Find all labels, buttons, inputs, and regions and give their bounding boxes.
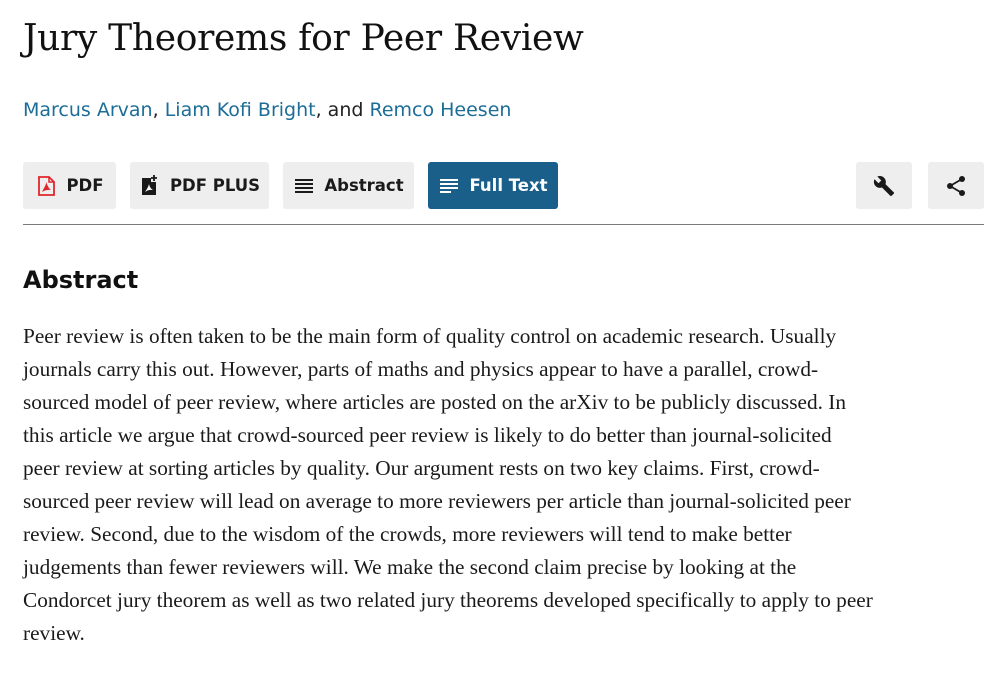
author-link[interactable]: Liam Kofi Bright: [164, 99, 316, 121]
author-separator: ,: [152, 99, 165, 121]
author-link[interactable]: Marcus Arvan: [23, 99, 153, 121]
author-separator: , and: [315, 99, 370, 121]
abstract-line: review.: [23, 621, 85, 645]
tools-button[interactable]: [856, 162, 912, 209]
share-icon: [945, 175, 967, 197]
toolbar-divider: [23, 224, 984, 225]
abstract-line: Condorcet jury theorem as well as two related jury theorems developed specifically to apply to peer: [23, 588, 873, 612]
abstract-line: review. Second, due to the wisdom of the crowds, more reviewers will tend to make better: [23, 522, 792, 546]
pdf-plus-icon: [139, 175, 161, 197]
pdf-icon: [35, 175, 57, 197]
abstract-line: sourced peer review will lead on average to more reviewers per article than journal-solicited peer: [23, 489, 851, 513]
text-lines-icon: [293, 175, 315, 197]
pdf-plus-button-label: PDF PLUS: [169, 176, 261, 195]
abstract-line: sourced model of peer review, where articles are posted on the arXiv to be publicly discussed. In: [23, 390, 846, 414]
abstract-line: peer review at sorting articles by quality. Our argument rests on two key claims. First, crowd-: [23, 456, 820, 480]
share-button[interactable]: [928, 162, 984, 209]
pdf-plus-button[interactable]: [130, 162, 269, 209]
full-text-button[interactable]: [428, 162, 558, 209]
author-list: [23, 97, 511, 123]
abstract-line: judgements than fewer reviewers will. We make the second claim precise by looking at the: [23, 555, 797, 579]
wrench-icon: [873, 175, 895, 197]
document-lines-icon: [438, 175, 460, 197]
abstract-line: Peer review is often taken to be the main form of quality control on academic research. Usually: [23, 324, 837, 348]
abstract-line: this article we argue that crowd-sourced peer review is likely to do better than journal-solicited: [23, 423, 832, 447]
article-title: Jury Theorems for Peer Review: [23, 18, 584, 59]
abstract-button-label: Abstract: [324, 176, 404, 195]
author-link[interactable]: Remco Heesen: [369, 99, 512, 121]
abstract-heading: Abstract: [23, 266, 139, 294]
pdf-button-label: PDF: [66, 176, 104, 195]
pdf-button[interactable]: [23, 162, 116, 209]
full-text-button-label: Full Text: [469, 176, 548, 195]
abstract-text: [23, 320, 991, 650]
abstract-button[interactable]: [283, 162, 414, 209]
article-toolbar: [23, 162, 984, 210]
abstract-line: journals carry this out. However, parts of maths and physics appear to have a parallel, crowd-: [23, 357, 819, 381]
